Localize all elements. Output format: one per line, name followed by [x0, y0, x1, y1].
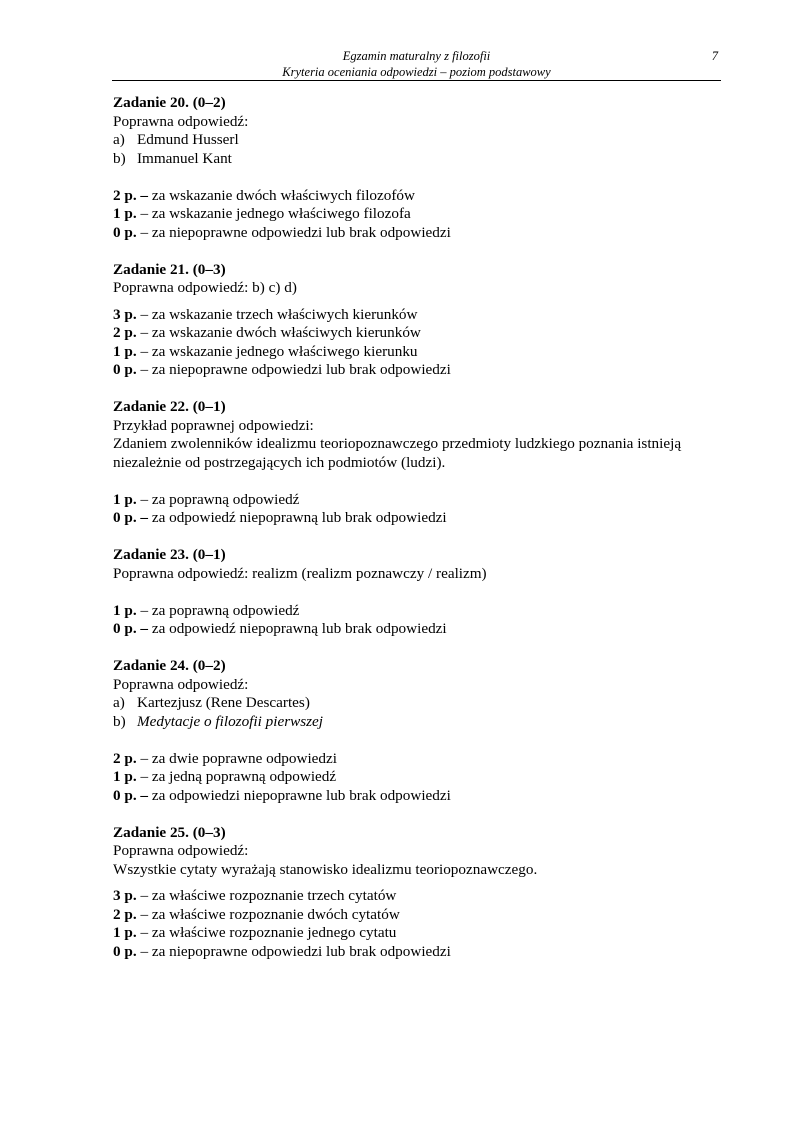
scoring-points: 1 p. — [113, 205, 137, 222]
scoring-points: 1 p. — [113, 490, 137, 508]
scoring-points: 2 p. – — [113, 186, 149, 204]
scoring-rule — [113, 750, 723, 769]
scoring-text: – za wskazanie jednego właściwego kierunku — [136, 342, 418, 360]
scoring-points: 3 p. — [113, 887, 137, 904]
scoring-points: 1 p. — [113, 601, 137, 619]
answer-item — [113, 713, 723, 732]
task-21 — [113, 261, 723, 380]
scoring-rule — [113, 924, 723, 943]
page-header — [112, 48, 721, 80]
answer-text: Wszystkie cytaty wyrażają stanowisko idealizmu teoriopoznawczego. — [113, 860, 538, 878]
scoring-rule — [113, 602, 723, 621]
task-title: Zadanie 25. (0–3) — [113, 823, 226, 841]
task-title: Zadanie 21. (0–3) — [113, 260, 226, 278]
scoring-text: – za właściwe rozpoznanie trzech cytatów — [136, 887, 397, 904]
scoring-points: 2 p. — [113, 324, 137, 341]
scoring-points: 0 p. – — [113, 620, 149, 637]
answer-item — [113, 694, 723, 713]
scoring-rule — [113, 361, 723, 380]
scoring-text: – za niepoprawne odpowiedzi lub brak odpowiedzi — [136, 223, 451, 241]
answer-item — [113, 150, 723, 169]
answer-text: Zdaniem zwolenników idealizmu teoriopoznawczego przedmioty ludzkiego poznania istnieją niezależnie od postrzegających ich podmiotów (ludzi). — [113, 435, 682, 471]
scoring-rule — [113, 205, 723, 224]
task-23 — [113, 546, 723, 639]
header-divider — [112, 80, 721, 81]
task-title: Zadanie 23. (0–1) — [113, 546, 226, 563]
task-title: Zadanie 22. (0–1) — [113, 398, 226, 415]
scoring-rule — [113, 943, 723, 962]
task-20 — [113, 94, 723, 242]
scoring-text: za odpowiedzi niepoprawne lub brak odpowiedzi — [148, 786, 451, 804]
scoring-rule — [113, 491, 723, 510]
header-exam-title: Egzamin maturalny z filozofii — [342, 49, 491, 63]
scoring-text: za wskazanie dwóch właściwych filozofów — [148, 186, 415, 204]
scoring-points: 0 p. — [113, 223, 137, 241]
task-25 — [113, 824, 723, 962]
task-22 — [113, 398, 723, 528]
scoring-points: 0 p. – — [113, 509, 149, 526]
task-24 — [113, 657, 723, 805]
answer-item — [113, 131, 723, 150]
scoring-points: 1 p. — [113, 924, 137, 941]
scoring-text: – za wskazanie dwóch właściwych kierunków — [136, 324, 421, 341]
scoring-points: 0 p. – — [113, 786, 149, 804]
scoring-rule — [113, 343, 723, 362]
scoring-text: – za poprawną odpowiedź — [136, 490, 300, 508]
scoring-rule — [113, 620, 723, 639]
scoring-rule — [113, 509, 723, 528]
scoring-points: 1 p. — [113, 342, 137, 360]
document-body — [113, 94, 723, 980]
answer-item-text: Immanuel Kant — [137, 149, 232, 167]
scoring-rule — [113, 224, 723, 243]
answer-intro: Poprawna odpowiedź: realizm (realizm poznawczy / realizm) — [113, 564, 487, 582]
scoring-points: 2 p. — [113, 749, 137, 767]
scoring-rule — [113, 906, 723, 925]
answer-intro: Przykład poprawnej odpowiedzi: — [113, 416, 314, 434]
scoring-text: – za niepoprawne odpowiedzi lub brak odpowiedzi — [136, 361, 451, 378]
answer-item-text: Kartezjusz (Rene Descartes) — [137, 694, 310, 711]
scoring-points: 1 p. — [113, 768, 137, 785]
scoring-rule — [113, 306, 723, 325]
scoring-text: za odpowiedź niepoprawną lub brak odpowiedzi — [148, 509, 447, 526]
scoring-text: – za niepoprawne odpowiedzi lub brak odpowiedzi — [136, 942, 451, 960]
scoring-text: – za wskazanie jednego właściwego filozofa — [136, 205, 411, 222]
answer-intro: Poprawna odpowiedź: — [113, 112, 249, 130]
scoring-rule — [113, 187, 723, 206]
answer-item-label: b) — [113, 149, 126, 167]
scoring-rule — [113, 787, 723, 806]
answer-intro: Poprawna odpowiedź: — [113, 675, 249, 693]
answer-item-text: Edmund Husserl — [137, 131, 239, 148]
scoring-text: za odpowiedź niepoprawną lub brak odpowiedzi — [148, 620, 447, 637]
scoring-points: 2 p. — [113, 905, 137, 923]
scoring-text: – za jedną poprawną odpowiedź — [136, 768, 337, 785]
header-subtitle: Kryteria oceniania odpowiedzi – poziom podstawowy — [282, 65, 551, 79]
scoring-text: – za dwie poprawne odpowiedzi — [136, 749, 337, 767]
task-title: Zadanie 20. (0–2) — [113, 94, 226, 111]
answer-intro: Poprawna odpowiedź: b) c) d) — [113, 279, 297, 296]
scoring-text: – za właściwe rozpoznanie dwóch cytatów — [136, 905, 400, 923]
answer-intro: Poprawna odpowiedź: — [113, 842, 249, 859]
scoring-text: – za właściwe rozpoznanie jednego cytatu — [136, 924, 397, 941]
answer-item-label: a) — [113, 131, 125, 148]
scoring-rule — [113, 324, 723, 343]
scoring-points: 0 p. — [113, 942, 137, 960]
scoring-text: – za poprawną odpowiedź — [136, 601, 300, 619]
scoring-rule — [113, 887, 723, 906]
page-number: 7 — [711, 49, 718, 63]
scoring-points: 3 p. — [113, 305, 137, 323]
scoring-points: 0 p. — [113, 361, 137, 378]
answer-item-text: Medytacje o filozofii pierwszej — [137, 712, 324, 730]
scoring-text: – za wskazanie trzech właściwych kierunków — [136, 305, 418, 323]
scoring-rule — [113, 768, 723, 787]
task-title: Zadanie 24. (0–2) — [113, 657, 226, 674]
answer-item-label: b) — [113, 712, 126, 730]
answer-item-label: a) — [113, 694, 125, 711]
